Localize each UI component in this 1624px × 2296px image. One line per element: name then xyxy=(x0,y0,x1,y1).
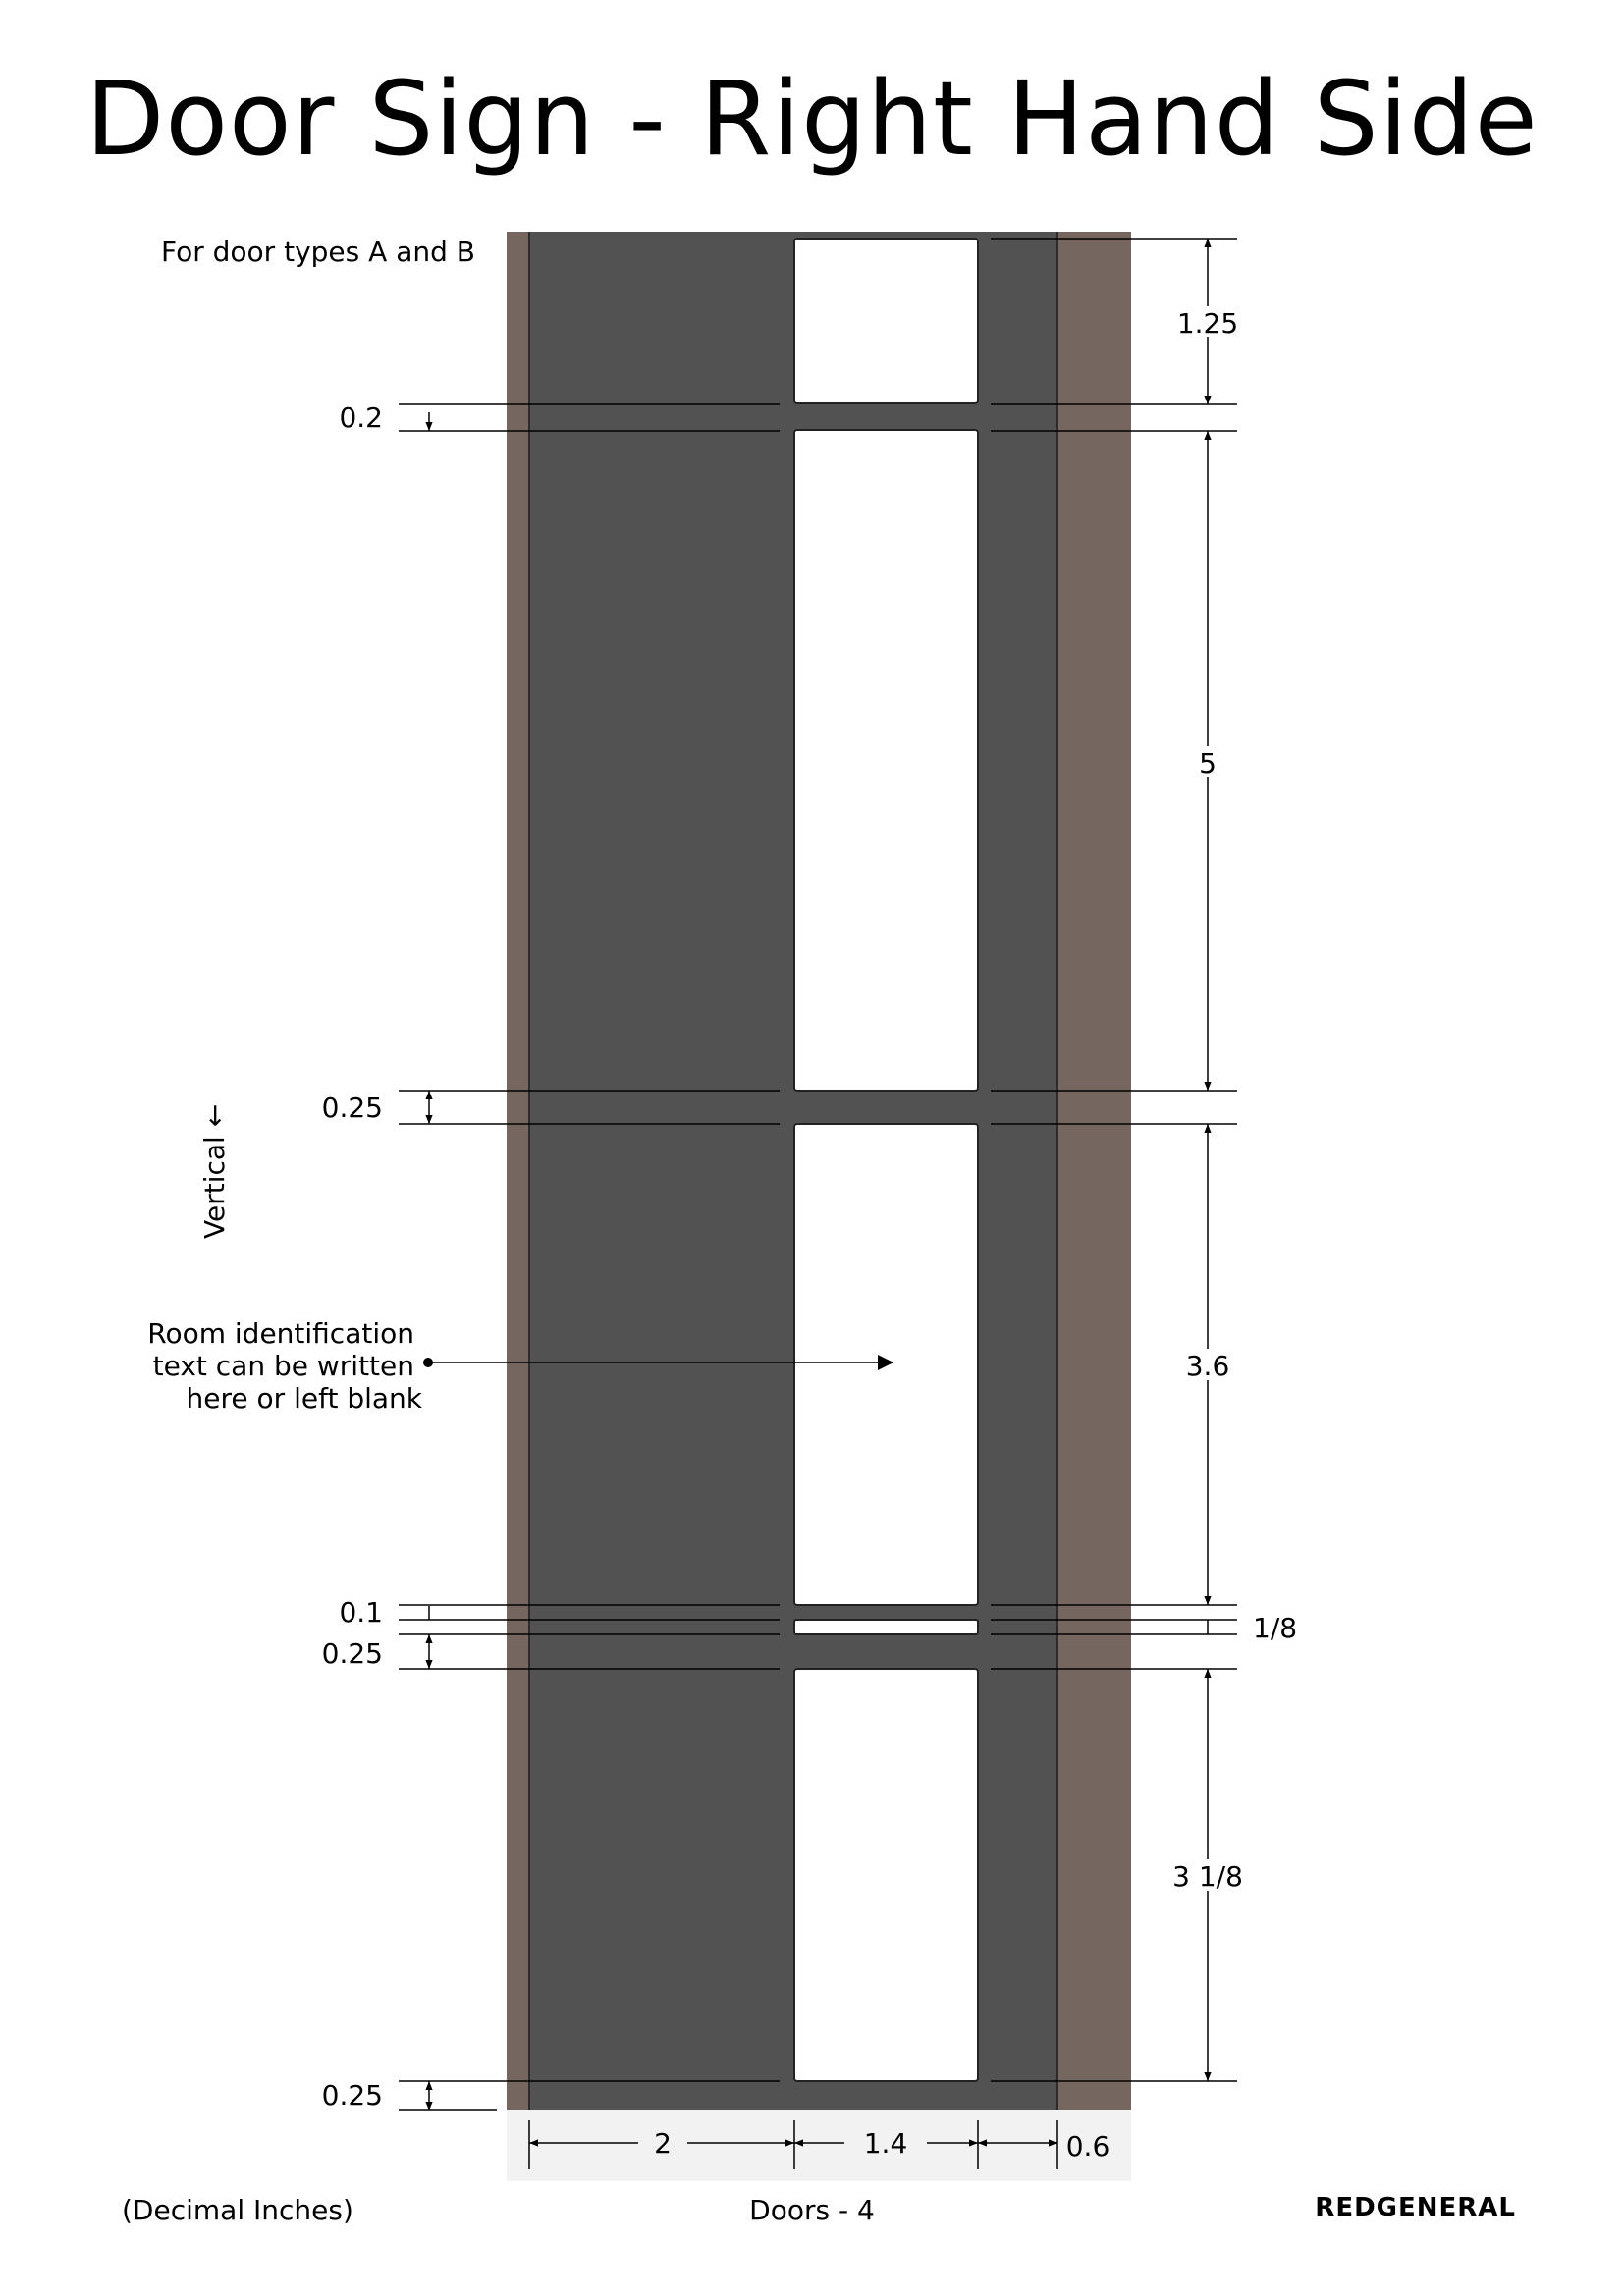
thin-strip-panel xyxy=(794,1620,978,1634)
dimension-base-strip xyxy=(507,2110,1131,2181)
dim-label-0-25-c: 0.25 xyxy=(321,2079,383,2111)
page-title: Door Sign - Right Hand Side xyxy=(85,59,1539,179)
bottom-panel xyxy=(794,1669,978,2081)
dim-label-0-25-a: 0.25 xyxy=(321,1092,383,1124)
room-id-panel xyxy=(794,1124,978,1605)
page-number: Doors - 4 xyxy=(749,2194,875,2226)
orientation-arrow-icon: ← xyxy=(198,1103,231,1128)
annotation-line-1: Room identification xyxy=(147,1317,414,1350)
door-types-note: For door types A and B xyxy=(161,236,475,268)
top-panel xyxy=(794,239,978,403)
brand-logo: REDGENERAL xyxy=(1315,2193,1516,2222)
units-note: (Decimal Inches) xyxy=(122,2194,353,2226)
dim-label-0-25-b: 0.25 xyxy=(321,1637,383,1670)
dim-label-1-8: 1/8 xyxy=(1253,1612,1298,1644)
annotation-line-2: text can be written xyxy=(152,1350,414,1382)
dim-label-0-2: 0.2 xyxy=(339,401,383,434)
dim-label-0-6: 0.6 xyxy=(1065,2130,1110,2163)
dim-label-1-25: 1.25 xyxy=(1176,307,1239,340)
dim-label-0-1: 0.1 xyxy=(339,1596,383,1629)
dim-label-3-1-8: 3 1/8 xyxy=(1172,1860,1243,1893)
vertical-label: Vertical ← xyxy=(198,1103,231,1239)
dim-label-2: 2 xyxy=(654,2127,672,2160)
dim-label-5: 5 xyxy=(1199,747,1217,779)
main-panel xyxy=(794,430,978,1091)
annotation-line-3: here or left blank xyxy=(186,1382,422,1415)
dim-label-1-4: 1.4 xyxy=(863,2127,908,2160)
dim-label-3-6: 3.6 xyxy=(1185,1350,1230,1382)
